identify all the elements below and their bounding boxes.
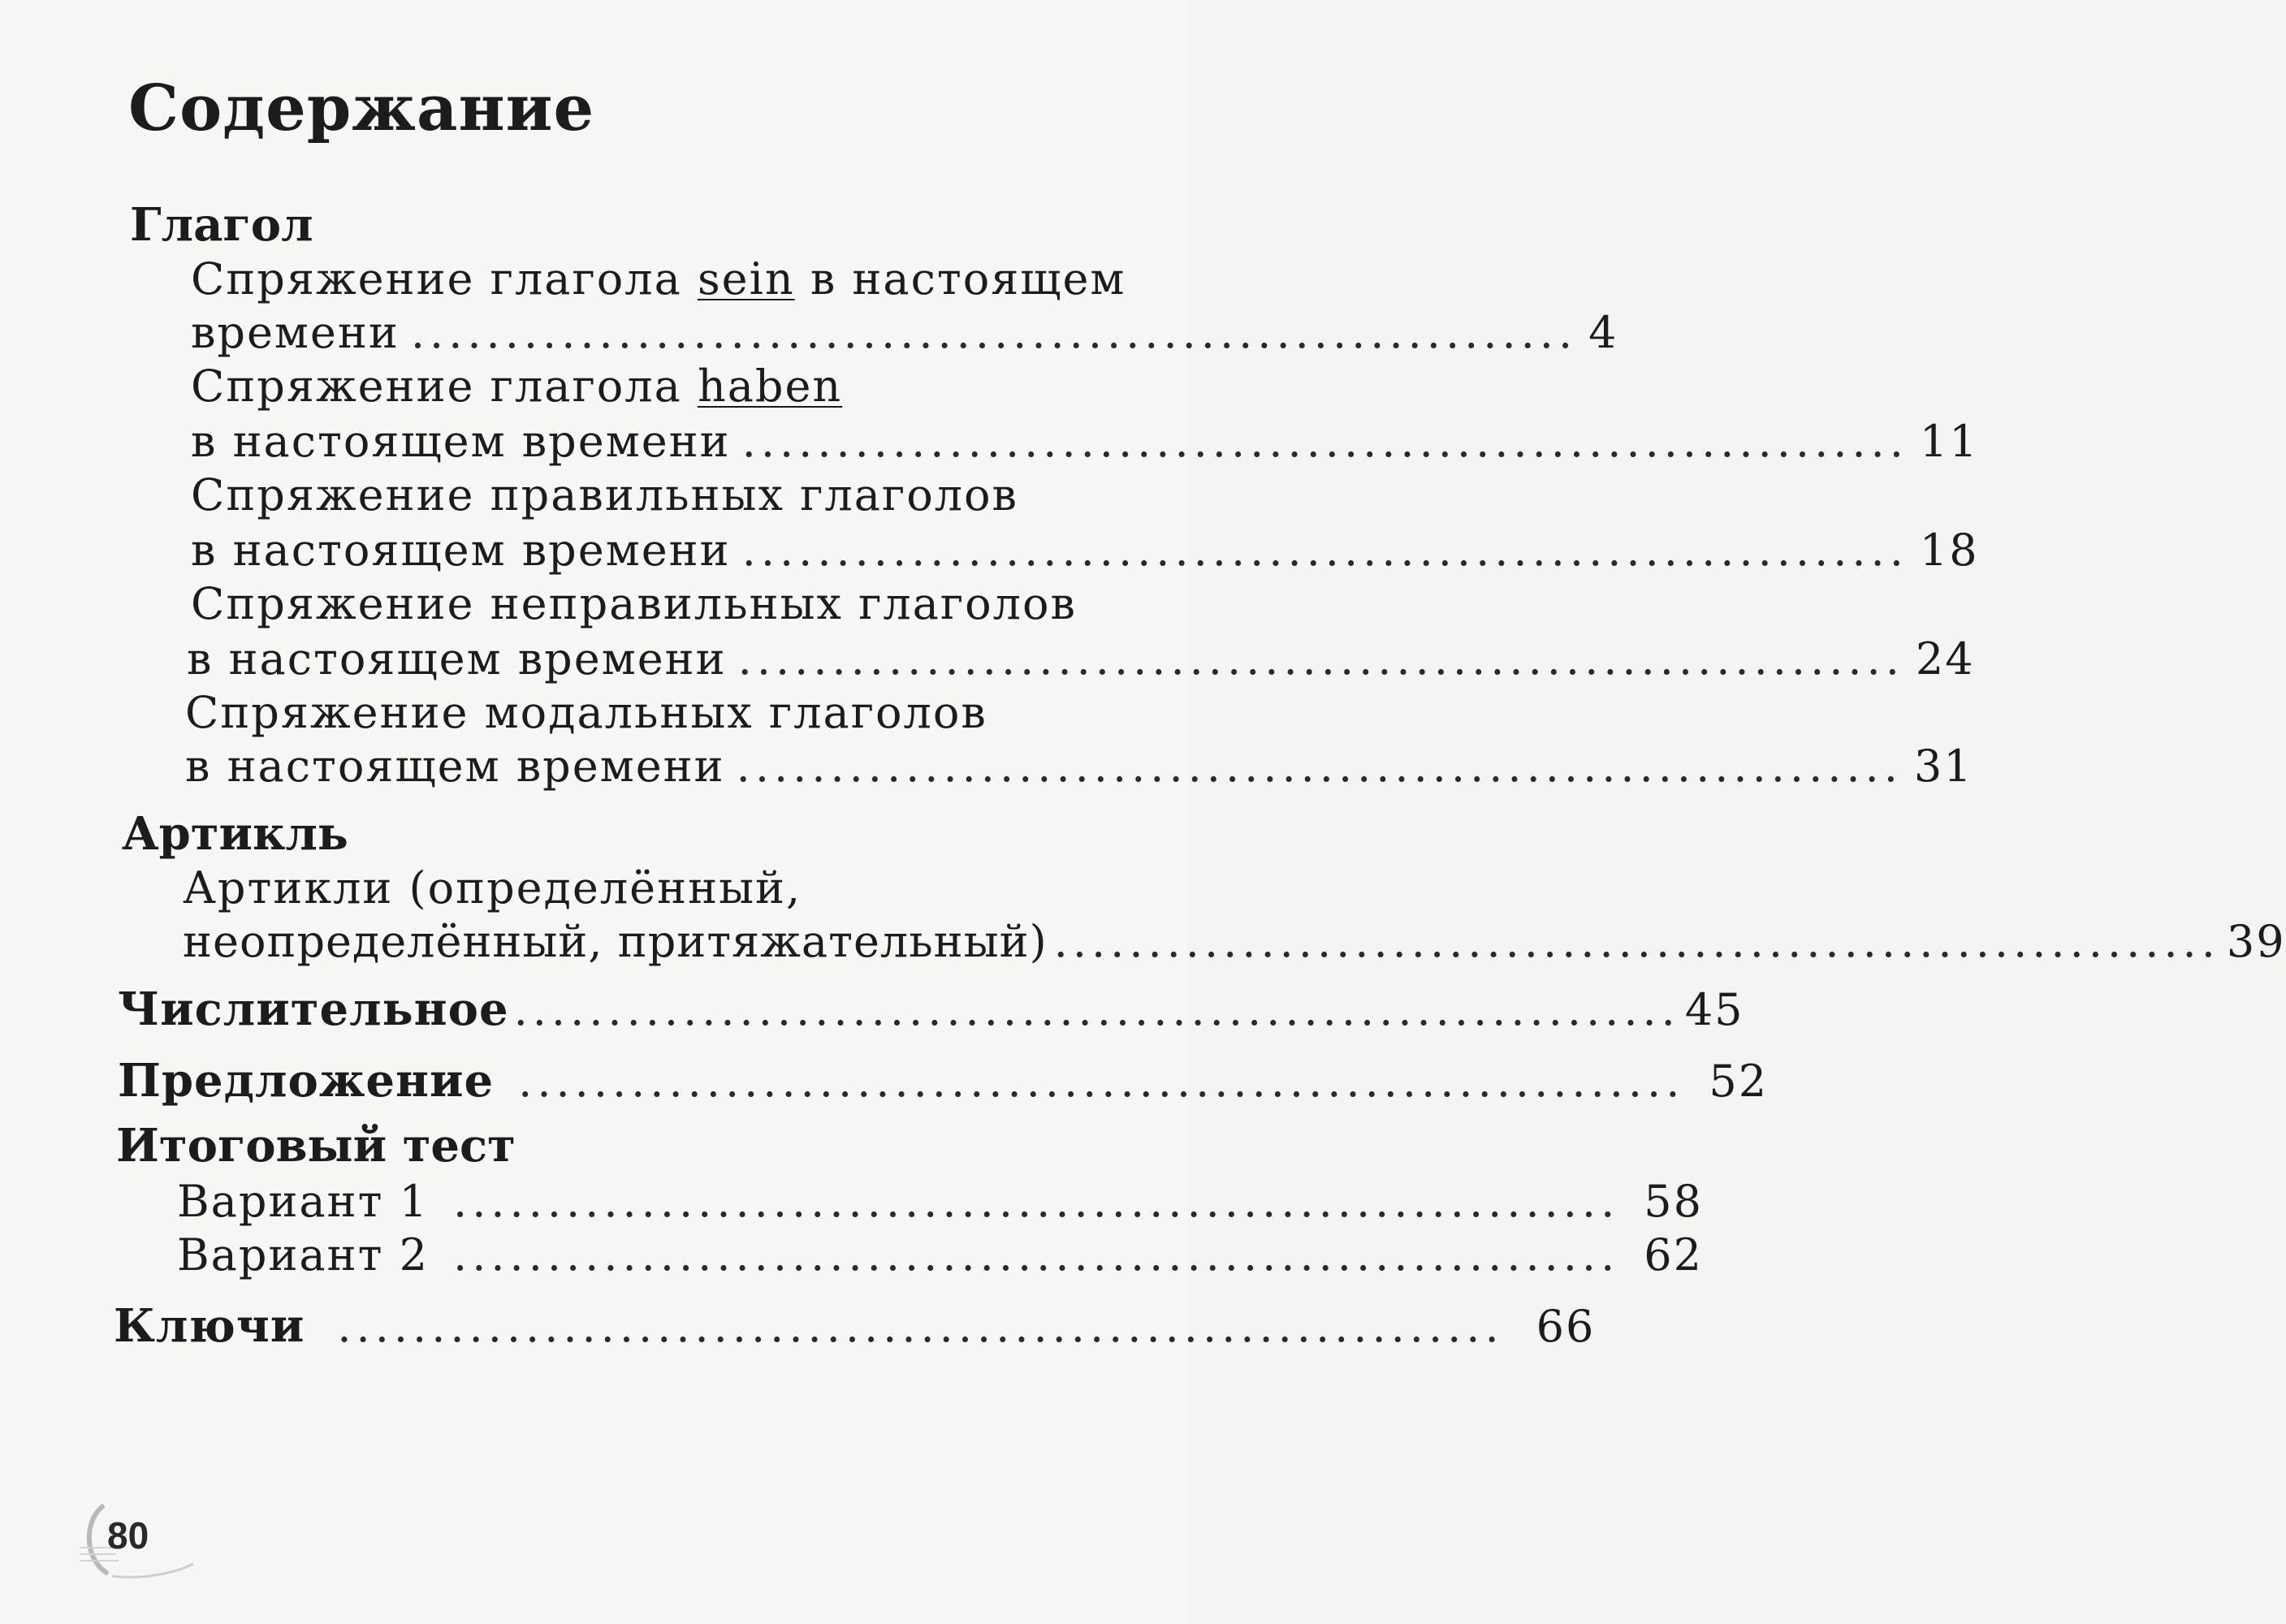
dot-leader: ..............................................................: [741, 525, 1908, 576]
page-ref: 66: [1536, 1301, 1596, 1352]
page-ref: 52: [1709, 1056, 1769, 1107]
toc-entry-sein-line1: Спряжение глагола sein в настоящем: [191, 253, 1126, 304]
toc-entry-regular-line1: Спряжение правильных глаголов: [191, 469, 1018, 520]
dot-leader: ..............................................................: [410, 307, 1578, 358]
dot-leader: ..............................................................: [1053, 916, 2220, 967]
section-title-final-test: Итоговый тест: [116, 1119, 516, 1173]
page-ref: 58: [1644, 1176, 1703, 1227]
dot-leader: ..............................................................: [741, 416, 1908, 467]
dot-leader: ..............................................................: [337, 1301, 1504, 1352]
page-ref: 62: [1644, 1229, 1703, 1281]
toc-entry-keys: Ключи .............................................................. 66: [114, 1299, 1596, 1353]
section-title-verb: Глагол: [130, 198, 313, 252]
toc-entry-sentence: Предложение .............................................................. 52: [118, 1054, 1769, 1108]
toc-entry-numeral: Числительное .............................................................. 45: [118, 983, 1744, 1036]
page-number: 80: [107, 1514, 149, 1557]
dot-leader: ..............................................................: [453, 1176, 1620, 1227]
toc-entry-haben: в настоящем времени .............................................................. 11: [191, 416, 1979, 467]
dot-leader: ..............................................................: [513, 984, 1680, 1035]
page-ref: 39: [2226, 916, 2286, 967]
page-title: Содержание: [128, 71, 595, 145]
toc-entry-sein: времени .............................................................. 4: [191, 307, 1618, 358]
page-ref: 11: [1919, 416, 1979, 467]
page-ref: 4: [1588, 307, 1618, 358]
dot-leader: ..............................................................: [453, 1229, 1620, 1281]
toc-entry-irregular: в настоящем времени .............................................................. 24: [187, 633, 1975, 685]
section-title-article: Артикль: [122, 807, 348, 861]
dot-leader: ..............................................................: [518, 1056, 1685, 1107]
page-ref: 45: [1684, 984, 1744, 1035]
dot-leader: ..............................................................: [736, 741, 1903, 792]
toc-entry-articles-line1: Артикли (определённый,: [183, 862, 802, 914]
toc-entry-regular: в настоящем времени .............................................................. 18: [191, 525, 1979, 576]
toc-entry-articles: неопределённый, притяжательный) .............................................................. 39: [183, 916, 2286, 967]
toc-entry-variant-1: Вариант 1 .............................................................. 58: [177, 1176, 1703, 1227]
toc-entry-haben-line1: Спряжение глагола haben: [191, 361, 843, 412]
toc-entry-variant-2: Вариант 2 .............................................................. 62: [177, 1229, 1703, 1281]
toc-entry-modal-line1: Спряжение модальных глаголов: [185, 687, 987, 738]
page-number-block: [80, 1499, 169, 1580]
page-ref: 18: [1919, 525, 1979, 576]
toc-entry-irregular-line1: Спряжение неправильных глаголов: [191, 578, 1077, 629]
page-ref: 31: [1913, 741, 1973, 792]
page-ref: 24: [1915, 633, 1975, 685]
toc-entry-modal: в настоящем времени .............................................................. 31: [185, 741, 1973, 792]
dot-leader: ..............................................................: [737, 633, 1904, 685]
